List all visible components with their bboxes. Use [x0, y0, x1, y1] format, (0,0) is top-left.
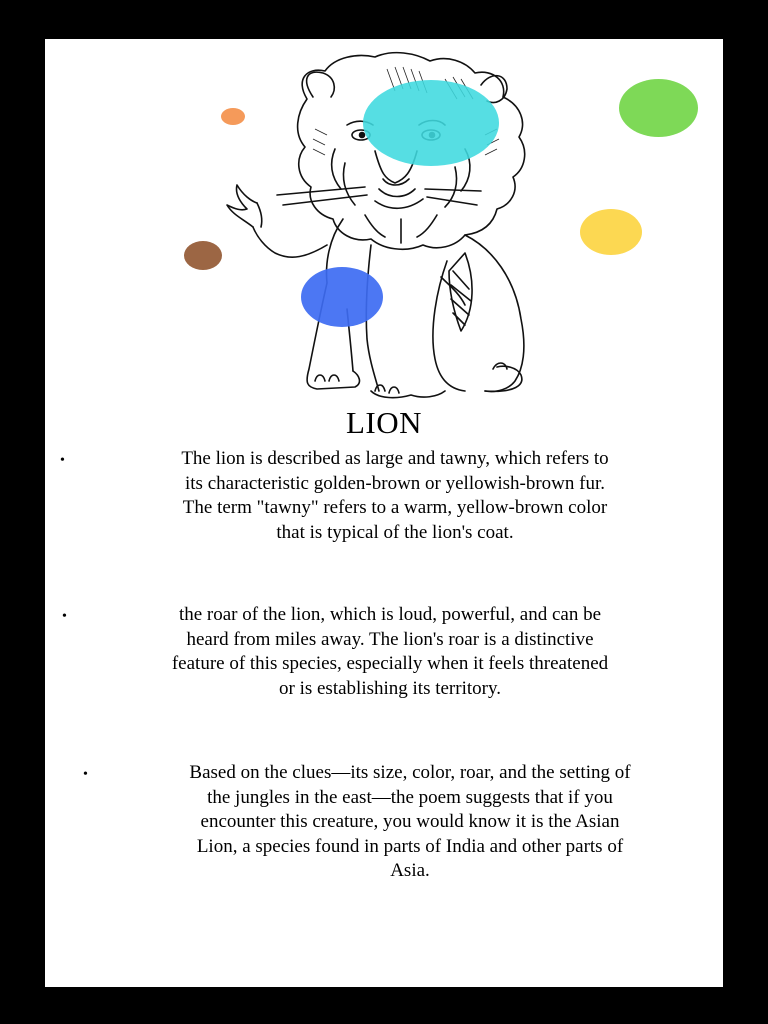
bullet-point-1	[60, 447, 690, 545]
bullet-marker: •	[60, 453, 65, 468]
bullet-line: the jungles in the east—the poem suggests that if you	[207, 786, 613, 808]
bullet-line: its characteristic golden-brown or yellowish-brown fur.	[185, 472, 605, 494]
bullet-line: The lion is described as large and tawny, which refers to	[181, 448, 609, 469]
brown-circle	[184, 241, 222, 270]
bullet-line: heard from miles away. The lion's roar is a distinctive	[186, 628, 594, 650]
page-title: LION	[345, 405, 423, 440]
green-circle	[619, 79, 698, 137]
bullet-marker: •	[83, 767, 88, 782]
bullet-line: Based on the clues—its size, color, roar, and the setting of	[189, 762, 631, 783]
bullet-marker: •	[62, 609, 67, 624]
bullet-line: The term "tawny" refers to a warm, yellow-brown color	[182, 497, 608, 519]
yellow-circle	[580, 209, 642, 255]
orange-circle	[221, 108, 245, 125]
document-page	[45, 39, 723, 987]
bullet-line: feature of this species, especially when it feels threatened	[171, 653, 609, 675]
blue-circle	[301, 267, 383, 327]
bullet-line: Asia.	[390, 860, 430, 882]
bullet-line: Lion, a species found in parts of India and other parts of	[196, 835, 624, 857]
bullet-line: or is establishing its territory.	[279, 677, 501, 699]
cyan-circle	[363, 80, 499, 166]
bullet-line: the roar of the lion, which is loud, powerful, and can be	[178, 604, 602, 625]
bullet-line: encounter this creature, you would know it is the Asian	[200, 811, 620, 833]
bullet-point-3	[83, 761, 715, 884]
bullet-point-2	[62, 603, 680, 701]
bullet-line: that is typical of the lion's coat.	[276, 521, 514, 543]
